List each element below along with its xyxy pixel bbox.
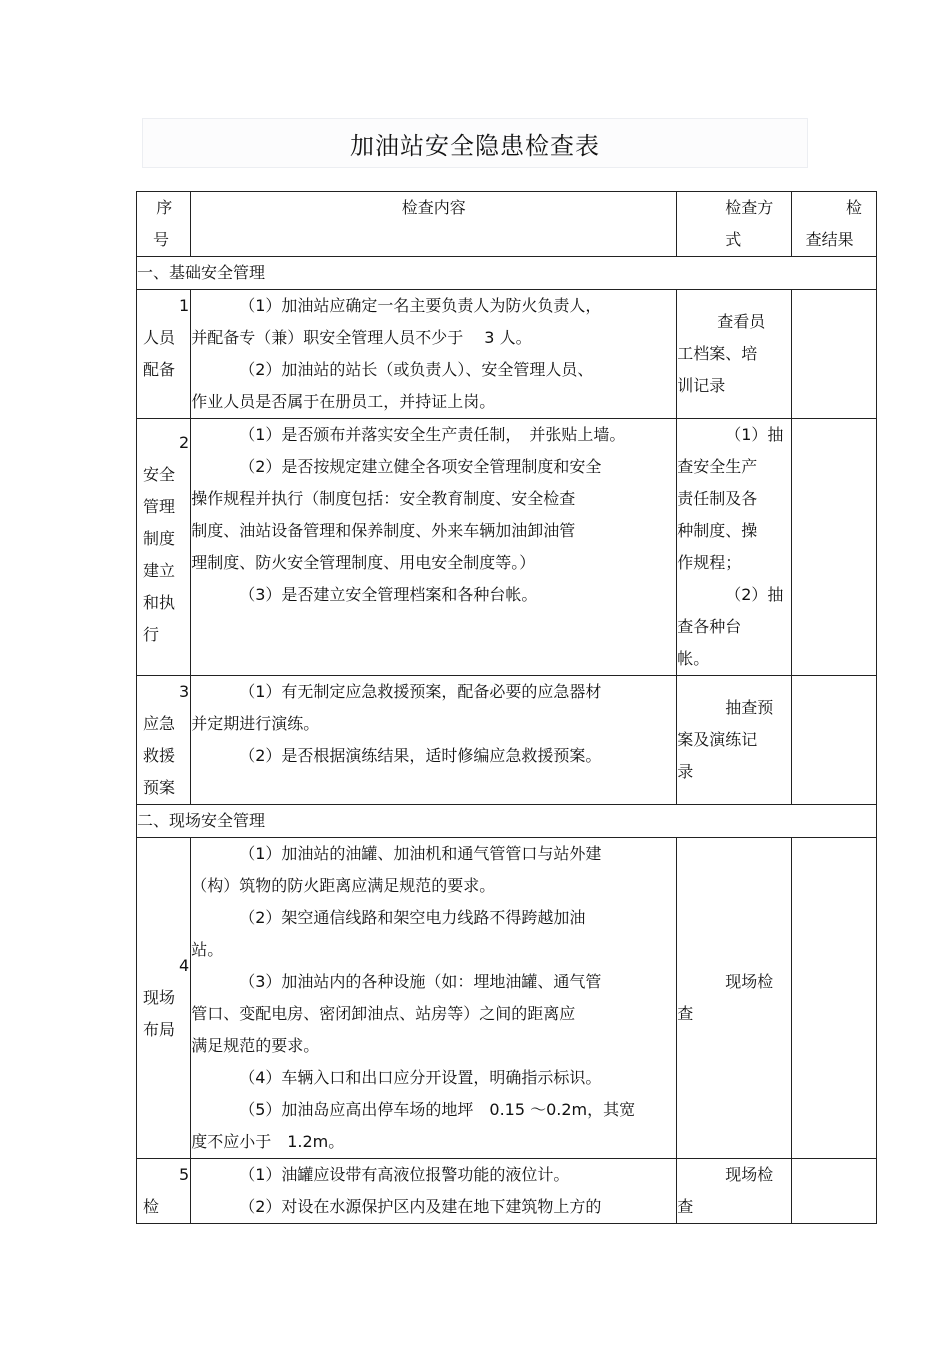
method-line: 抽查预: [725, 698, 774, 717]
item-number: 1: [179, 296, 190, 315]
content-line: （构）筑物的防火距离应满足规范的要求。: [191, 876, 496, 895]
content-cell: [191, 1159, 677, 1224]
method-line: 查: [677, 1197, 694, 1216]
content-line: 并定期进行演练。: [191, 714, 320, 733]
item-cell: [137, 419, 191, 676]
item-number: 3: [179, 682, 190, 701]
item-name-line: 现场: [143, 988, 176, 1007]
content-line: （1）加油站的油罐、加油机和通气管管口与站外建: [239, 844, 602, 863]
method-cell: [677, 838, 791, 1159]
header-seq: 序 号: [137, 192, 191, 257]
content-line: （3）是否建立安全管理档案和各种台帐。: [239, 585, 538, 604]
content-line: 满足规范的要求。: [191, 1036, 320, 1055]
content-line: （5）加油岛应高出停车场的地坪 0.15 ～0.2m，其宽: [239, 1100, 636, 1119]
item-name-line: 人员: [143, 328, 176, 347]
result-cell[interactable]: [791, 419, 876, 676]
item-name-line: 救援: [143, 746, 176, 765]
table-row: [137, 419, 877, 676]
content-line: （1）油罐应设带有高液位报警功能的液位计。: [239, 1165, 570, 1184]
item-cell: [137, 290, 191, 419]
content-line: 并配备专（兼）职安全管理人员不少于 3 人。: [191, 328, 532, 347]
content-line: （2）是否按规定建立健全各项安全管理制度和安全: [239, 457, 602, 476]
content-line: （1）加油站应确定一名主要负责人为防火负责人，: [239, 296, 602, 315]
section-title: 二、现场安全管理: [137, 805, 877, 838]
method-line: 查安全生产: [677, 457, 758, 476]
table-row: [137, 290, 877, 419]
header-result: 检 查结果: [791, 192, 876, 257]
content-line: （2）架空通信线路和架空电力线路不得跨越加油: [239, 908, 586, 927]
item-name-line: 预案: [143, 778, 176, 797]
content-line: 管口、变配电房、密闭卸油点、站房等）之间的距离应: [191, 1004, 576, 1023]
section-row: [137, 805, 877, 838]
content-line: 制度、油站设备管理和保养制度、外来车辆加油卸油管: [191, 521, 576, 540]
item-cell: [137, 838, 191, 1159]
content-cell: [191, 419, 677, 676]
method-line: 种制度、操: [677, 521, 758, 540]
item-name-line: 管理: [143, 497, 176, 516]
item-name-line: 安全: [143, 465, 176, 484]
method-line: （1）抽: [725, 425, 784, 444]
content-cell: [191, 676, 677, 805]
method-line: 帐。: [677, 649, 710, 668]
item-name-line: 检: [143, 1197, 160, 1216]
item-cell: [137, 676, 191, 805]
content-line: 度不应小于 1.2m。: [191, 1132, 345, 1151]
content-cell: [191, 838, 677, 1159]
content-line: （3）加油站内的各种设施（如：埋地油罐、通气管: [239, 972, 602, 991]
method-line: 查: [677, 1004, 694, 1023]
content-cell: [191, 290, 677, 419]
method-line: 案及演练记: [677, 730, 758, 749]
content-line: 理制度、防火安全管理制度、用电安全制度等。）: [191, 553, 536, 572]
content-line: 作业人员是否属于在册员工，并持证上岗。: [191, 392, 496, 411]
method-line: 工档案、培: [677, 344, 758, 363]
result-cell[interactable]: [791, 290, 876, 419]
method-cell: [677, 419, 791, 676]
content-line: （1）是否颁布并落实安全生产责任制， 并张贴上墙。: [239, 425, 626, 444]
item-number: 5: [179, 1165, 190, 1184]
item-number: 2: [179, 433, 190, 452]
item-name-line: 行: [143, 625, 160, 644]
content-line: 操作规程并执行（制度包括：安全教育制度、安全检查: [191, 489, 576, 508]
item-name-line: 配备: [143, 360, 176, 379]
result-cell[interactable]: [791, 838, 876, 1159]
item-cell: [137, 1159, 191, 1224]
content-line: （2）对设在水源保护区内及建在地下建筑物上方的: [239, 1197, 602, 1216]
method-cell: [677, 1159, 791, 1224]
item-name-line: 和执: [143, 593, 176, 612]
method-cell: [677, 290, 791, 419]
method-cell: [677, 676, 791, 805]
header-method: 检查方 式: [677, 192, 791, 257]
item-name-line: 布局: [143, 1020, 176, 1039]
method-line: 现场检: [725, 1165, 774, 1184]
method-line: 责任制及各: [677, 489, 758, 508]
table-row: [137, 676, 877, 805]
content-line: （4）车辆入口和出口应分开设置，明确指示标识。: [239, 1068, 602, 1087]
result-cell[interactable]: [791, 676, 876, 805]
table-header-row: [137, 192, 877, 257]
table-row: [137, 838, 877, 1159]
method-line: 现场检: [725, 972, 774, 991]
item-name-line: 制度: [143, 529, 176, 548]
item-number: 4: [179, 956, 190, 975]
method-line: 查各种台: [677, 617, 742, 636]
content-line: （1）有无制定应急救援预案，配备必要的应急器材: [239, 682, 602, 701]
section-title: 一、基础安全管理: [137, 257, 877, 290]
method-line: 训记录: [677, 376, 726, 395]
content-line: 站。: [191, 940, 224, 959]
header-content: 检查内容: [191, 192, 677, 257]
method-line: 作规程；: [677, 553, 742, 572]
method-line: 录: [677, 762, 694, 781]
table-row: [137, 1159, 877, 1224]
content-line: （2）加油站的站长（或负责人）、安全管理人员、: [239, 360, 594, 379]
section-row: [137, 257, 877, 290]
method-line: 查看员: [717, 312, 766, 331]
content-line: （2）是否根据演练结果，适时修编应急救援预案。: [239, 746, 602, 765]
item-name-line: 应急: [143, 714, 176, 733]
result-cell[interactable]: [791, 1159, 876, 1224]
item-name-line: 建立: [143, 561, 176, 580]
page-title: 加油站安全隐患检查表: [142, 118, 808, 168]
method-line: （2）抽: [725, 585, 784, 604]
inspection-table: [136, 191, 877, 1224]
